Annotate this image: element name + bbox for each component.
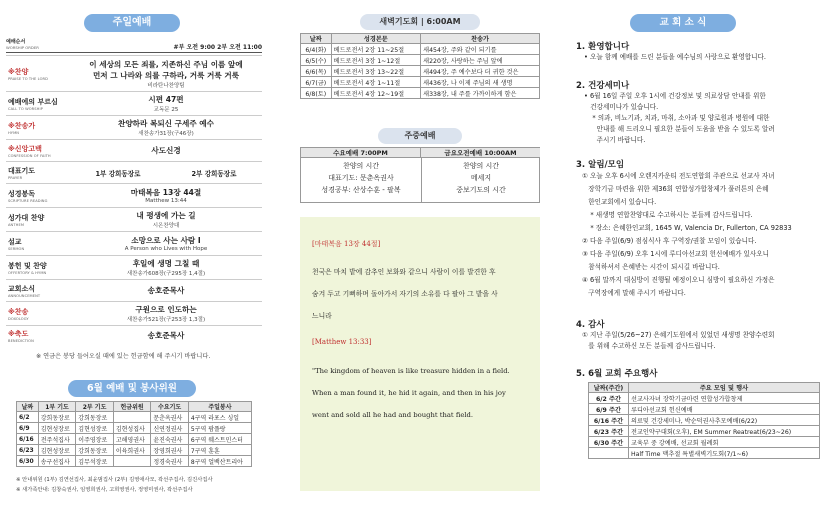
fri-line: 중보기도의 시간 (456, 186, 506, 194)
health-item: 안내를 해 드리오니 필요한 분들이 도움을 받을 수 있도록 알려 (584, 125, 775, 133)
dawn-cell: 베드로전서 3장 1~12절 (331, 55, 421, 66)
order-main: 구원으로 인도하는 (135, 305, 197, 314)
order-label-ko: 예배에의 부르심 (8, 97, 58, 106)
duty-cell: 이주영장로 (76, 434, 114, 445)
duty-cell: 정경숙권사 (151, 456, 189, 467)
order-main: 찬양하라 복되신 구세주 예수 (118, 119, 214, 128)
notice-item: * 새생명 연합찬양대로 수고하시는 분들께 감사드립니다. (582, 211, 753, 219)
duty-header: 날짜 (17, 402, 39, 412)
duty-cell: 6/2 (17, 412, 39, 423)
dawn-cell: 새338장, 내 주를 가까이하게 함은 (421, 88, 540, 99)
order-row (6, 207, 262, 231)
section-events-title: 5. 6월 교회 주요행사 (576, 369, 658, 379)
duty-cell: 6/16 (17, 434, 39, 445)
verse-ref-en: [Matthew 13:33] (312, 338, 372, 346)
order-label-en: CALL TO WORSHIP (8, 106, 43, 111)
order-content (70, 235, 262, 252)
dawn-header: 성경본문 (331, 34, 421, 44)
order-content (70, 304, 262, 323)
notice-item: ② 다음 주일(6/9) 점심식사 후 구역장/권찰 모임이 있습니다. (582, 237, 757, 245)
dawn-cell: 6/8(토) (301, 88, 332, 99)
fri-service-label: 금요오전예배 10:00AM (421, 148, 540, 158)
dawn-cell: 6/4(화) (301, 44, 332, 55)
thanks-item: 를 위해 수고하신 모든 분들께 감사드립니다. (582, 342, 716, 350)
verse-en-line: went and sold all he had and bought that field. (312, 411, 474, 419)
wed-service-content (301, 160, 421, 196)
health-item: 건강세미나가 있습니다. (584, 103, 659, 111)
order-main: 마태복음 13장 44절 (130, 188, 202, 197)
duty-cell: 6/9 (17, 423, 39, 434)
notice-item: ④ 6월 말까지 대심방이 진행될 예정이오니 심방이 필요하신 가정은 (582, 276, 775, 284)
order-row (6, 325, 262, 345)
duty-cell: 8구역 얼백산트리아 (188, 456, 251, 467)
order-sub: A Person who Lives with Hope (124, 246, 208, 252)
order-main: 내 평생에 가는 길 (136, 211, 196, 220)
duty-note-newcomers: ※ 새가족안내: 김창숙권사, 임영희권사, 고희영권사, 정영미권사, 곽선주집사 (16, 487, 193, 493)
event-row (589, 415, 820, 426)
order-content (70, 258, 262, 277)
events-table (588, 382, 820, 459)
dawn-header: 날짜 (301, 34, 332, 44)
duty-cell: 6/30 (17, 456, 39, 467)
order-main: 사도신경 (151, 146, 181, 155)
event-cell: 전교인약구대회(오후), EM Summer Reatreat(6/23~26) (628, 426, 819, 437)
event-cell: 6/30 주간 (589, 437, 629, 448)
midweek-box (300, 147, 540, 203)
verse-box (300, 217, 540, 491)
fri-line: 메세지 (470, 174, 492, 182)
event-header: 주요 모임 및 행사 (628, 383, 819, 393)
order-content (70, 94, 262, 113)
order-label (6, 189, 70, 203)
duty-note-ushers: ※ 안내위원 (1부) 김연선집사, 최윤범집사 (2부) 김영애사모, 곽선주집사, 김진사집사 (16, 477, 213, 483)
order-label (6, 213, 70, 227)
health-item: * 의과, 비뇨기과, 치과, 마취, 소아과 및 양로원과 병원에 대한 (584, 114, 770, 122)
duty-cell: 고해영권사 (113, 434, 151, 445)
event-row (589, 426, 820, 437)
duty-cell: 문춘옥권사 (151, 412, 189, 423)
dawn-row (301, 77, 540, 88)
notice-item: 장학기금 마련을 위한 제36회 연합성가합창제가 풀러튼의 은혜 (582, 185, 769, 193)
order-label-ko: ※축도 (8, 329, 29, 338)
order-sub: 교독문 25 (153, 107, 179, 113)
order-label (6, 97, 70, 111)
order-label-en: OFFERTORY & HYMN (8, 270, 47, 275)
duty-cell: 7구역 훈훈 (188, 445, 251, 456)
order-row (6, 231, 262, 255)
duty-table (16, 401, 252, 467)
order-sub: 새찬송가521장(구253장 1,3절) (126, 317, 206, 323)
order-label-en: SERMON (8, 246, 25, 251)
dawn-cell: 베드로전서 2장 11~25절 (331, 44, 421, 55)
order-main: 송호준목사 (147, 331, 185, 340)
duty-cell: 김현성집사 (113, 423, 151, 434)
duty-cell: 강희동장로 (76, 412, 114, 423)
order-label-ko: ※신앙고백 (8, 144, 42, 153)
order-label-en: SCRIPTURE READING (8, 198, 48, 203)
notice-item: * 장소: 은혜한인교회, 1645 W, Valencia Dr, Fullerton, CA 92833 (582, 224, 792, 232)
order-content (70, 285, 262, 296)
order-label (6, 166, 70, 180)
duty-cell: 김현성장로 (76, 423, 114, 434)
duty-cell: 강희동장로 (38, 412, 76, 423)
order-label-ko: 대표기도 (8, 166, 36, 175)
midweek-title: 주중예배 (378, 128, 462, 144)
order-label-en: ANTHEM (8, 222, 25, 227)
duty-header: 주일봉사 (188, 402, 251, 412)
dawn-cell: 6/6(목) (301, 66, 332, 77)
dawn-cell: 새494장, 주 예수보다 더 귀한 것은 (421, 66, 540, 77)
duty-cell: 김무석장로 (76, 456, 114, 467)
order-main: 송호준목사 (147, 286, 185, 295)
duty-cell: 장영희권사 (151, 445, 189, 456)
order-content (70, 330, 262, 341)
section-health-seminar (576, 79, 832, 146)
order-label-ko: 성가대 찬양 (8, 213, 45, 222)
event-cell: 교육부 중 강예배, 선교회 월례회 (628, 437, 819, 448)
section-welcome-title: 1. 환영합니다 (576, 42, 630, 52)
dawn-header: 찬송가 (421, 34, 540, 44)
duty-header: 1부 기도 (38, 402, 76, 412)
duty-row (17, 445, 252, 456)
order-label-ko: 교회소식 (8, 284, 36, 293)
duty-cell (113, 412, 151, 423)
order-sub: 새찬송가608장(구295장 1,4절) (126, 271, 206, 277)
order-label (6, 329, 70, 343)
order-sub: 시온찬양대 (152, 223, 180, 229)
order-row (6, 301, 262, 325)
event-cell: Half Time 맥추절 특별새벽기도회(7/1~6) (628, 448, 819, 459)
worship-order-list (6, 55, 262, 345)
order-sub: 비라탄나찬양팀 (147, 82, 185, 89)
notice-item: 한인교회에서 있습니다. (582, 198, 657, 206)
section-notices (576, 158, 832, 300)
prayer-1: 1부 강희동장로 (95, 169, 141, 178)
sunday-worship-title: 주일예배 (84, 14, 180, 32)
order-label-ko: 봉헌 및 찬양 (8, 261, 47, 270)
notice-item: ③ 다음 주일(6/9) 오후 1시에 루디아선교회 헌신예배가 있사오니 (582, 250, 770, 258)
order-row (6, 139, 262, 161)
order-content (70, 187, 262, 204)
event-row (589, 404, 820, 415)
order-label-ko: 설교 (8, 237, 22, 246)
program-label: 예배순서 (6, 39, 26, 45)
duty-cell: 전주석집사 (38, 434, 76, 445)
order-label-en: HYMN (8, 130, 20, 135)
prayer-2: 2부 강희동장로 (191, 169, 237, 178)
wed-line: 성경공부: 산상수훈 - 팔복 (321, 186, 401, 194)
duty-cell: 6/23 (17, 445, 39, 456)
dawn-cell: 새436장, 나 이제 주님의 새 생명 (421, 77, 540, 88)
event-cell: 6/9 주간 (589, 404, 629, 415)
verse-ko-line: 느니라 (312, 312, 332, 320)
event-cell: 의료및 건강세미나, 박순덕권사추모예배(6/22) (628, 415, 819, 426)
section-events (576, 367, 832, 459)
order-label-en: PRAISE TO THE LORD (8, 76, 48, 81)
order-label-en: PRAYER (8, 175, 23, 180)
duty-header: 수요기도 (151, 402, 189, 412)
order-label-ko: ※찬양 (8, 67, 29, 76)
dawn-row (301, 88, 540, 99)
verse-ko-line: 천국은 마치 밭에 감추인 보화와 같으니 사람이 이를 발견한 후 (312, 268, 496, 276)
dawn-row (301, 44, 540, 55)
duty-cell: 김현성장로 (38, 423, 76, 434)
order-main-2: 먼저 그 나라와 의를 구하라, 거룩 거룩 거룩 (92, 70, 240, 80)
dawn-cell: 새220장, 사랑하는 주님 앞에 (421, 55, 540, 66)
duty-cell: 이육희권사 (113, 445, 151, 456)
notice-item: ① 오늘 오후 6시에 오렌지카운티 전도연합회 주관으로 선교사 자녀 (582, 172, 775, 180)
event-cell: 선교사자녀 장학기금마련 연합성가합창제 (628, 393, 819, 404)
dawn-cell: 새454장, 주와 같이 되기를 (421, 44, 540, 55)
duty-cell: 4구역 라포스 싱일 (188, 412, 251, 423)
duty-table-wrap (16, 401, 252, 467)
duty-title: 6월 예배 및 봉사위원 (68, 380, 196, 397)
duty-cell (113, 456, 151, 467)
order-label (6, 67, 70, 81)
order-sub: 새찬송가31장(구46장) (138, 131, 194, 137)
section-welcome (576, 40, 832, 63)
duty-cell: 신연정권사 (151, 423, 189, 434)
duty-header: 헌금위원 (113, 402, 151, 412)
health-item: 주시기 바랍니다. (584, 136, 646, 144)
duty-cell: 강희동장로 (76, 445, 114, 456)
order-label (6, 144, 70, 158)
wed-service-label: 수요예배 7:00PM (301, 148, 421, 158)
section-health-title: 2. 건강세미나 (576, 81, 630, 91)
duty-row (17, 423, 252, 434)
order-row (6, 55, 262, 91)
order-label (6, 307, 70, 321)
dawn-cell: 베드로전서 3장 13~22절 (331, 66, 421, 77)
order-main: 후일에 생명 그칠 때 (132, 259, 200, 268)
duty-header: 2부 기도 (76, 402, 114, 412)
duty-cell: 5구역 팜플랑 (188, 423, 251, 434)
order-label (6, 284, 70, 298)
thanks-item: ① 지난 주일(5/26~27) 은혜기도원에서 있었던 새생명 찬양수련회 (582, 331, 775, 339)
fri-line: 찬양의 시간 (462, 162, 500, 170)
order-main: 시편 47편 (148, 95, 184, 104)
section-notices-title: 3. 알림/모임 (576, 160, 625, 170)
order-sub: Matthew 13:44 (145, 198, 187, 204)
order-main: 소망으로 사는 사람 I (131, 236, 201, 245)
notice-item: 참석하셔서 은혜받는 시간이 되시길 바랍니다. (582, 263, 720, 271)
order-content (70, 59, 262, 89)
verse-en-line: "The kingdom of heaven is like treasure hidden in a field. (312, 367, 510, 375)
dawn-cell: 6/5(수) (301, 55, 332, 66)
order-row (6, 115, 262, 139)
verse-text-en (312, 360, 534, 426)
order-row (6, 279, 262, 301)
duty-cell: 윤진숙권사 (151, 434, 189, 445)
section-thanks (576, 318, 832, 352)
wed-line: 찬양의 시간 (342, 162, 380, 170)
dawn-table (300, 33, 540, 99)
section-thanks-title: 4. 감사 (576, 320, 605, 330)
order-content (70, 145, 262, 156)
order-label (6, 121, 70, 135)
order-label-ko: ※찬송가 (8, 121, 36, 130)
order-label-en: DOXOLOGY (8, 316, 29, 321)
verse-text-ko (312, 261, 534, 327)
event-row (589, 437, 820, 448)
notice-item: 구역장에게 말해 주시기 바랍니다. (582, 289, 686, 297)
duty-row (17, 412, 252, 423)
order-label-ko: 성경봉독 (8, 189, 36, 198)
order-label-en: ANNOUNCEMENT (8, 293, 41, 298)
event-cell: 루디아선교회 헌신예배 (628, 404, 819, 415)
order-label-ko: ※찬송 (8, 307, 29, 316)
dawn-row (301, 66, 540, 77)
order-main: 이 세상의 모든 죄를, 지존하신 주님 이름 앞에 (89, 59, 243, 69)
order-row (6, 161, 262, 183)
event-cell (589, 448, 629, 459)
order-row (6, 91, 262, 115)
order-label (6, 261, 70, 275)
order-row (6, 183, 262, 207)
program-label-en: WORSHIP ORDER (6, 45, 39, 50)
wed-line: 대표기도: 문춘옥권사 (328, 174, 394, 182)
event-row (589, 448, 820, 459)
order-label-en: CONFESSION OF FAITH (8, 153, 51, 158)
order-label-en: BENEDICTION (8, 338, 34, 343)
service-times: #부 오전 9:00 2부 오전 11:00 (173, 44, 262, 51)
welcome-item: • 오늘 함께 예배를 드린 분들을 예수님의 사랑으로 환영합니다. (584, 53, 766, 61)
dawn-row (301, 55, 540, 66)
event-cell: 6/2 주간 (589, 393, 629, 404)
offering-footnote: ※ 연금은 봉당 들어오실 때에 있는 헌금함에 해 주시기 바랍니다. (36, 353, 211, 360)
event-header: 날짜(주간) (589, 383, 629, 393)
verse-en-line: When a man found it, he hid it again, and then in his joy (312, 389, 506, 397)
fri-service-content (421, 160, 541, 196)
order-content (70, 210, 262, 229)
order-content (70, 168, 262, 178)
duty-cell: 김현성장로 (38, 445, 76, 456)
order-content (70, 118, 262, 137)
event-cell: 6/23 주간 (589, 426, 629, 437)
health-item: • 6월 16일 주일 오후 1시에 건강정보 및 의료상담 안내를 위한 (584, 92, 766, 100)
dawn-cell: 베드로전서 4장 12~19절 (331, 88, 421, 99)
dawn-prayer-title: 새벽기도회 | 6:00AM (360, 14, 480, 30)
order-label (6, 237, 70, 251)
dawn-table-wrap (300, 33, 540, 99)
duty-cell: 송구선집사 (38, 456, 76, 467)
duty-row (17, 434, 252, 445)
event-cell: 6/16 주간 (589, 415, 629, 426)
dawn-cell: 베드로전서 4장 1~11절 (331, 77, 421, 88)
verse-ko-line: 숨겨 두고 기뻐하며 돌아가서 자기의 소유를 다 팔아 그 밭을 사 (312, 290, 498, 298)
duty-cell: 6구역 웨스트민스터 (188, 434, 251, 445)
verse-ref-ko: [마태복음 13장 44절] (312, 240, 381, 248)
dawn-cell: 6/7(금) (301, 77, 332, 88)
event-row (589, 393, 820, 404)
church-news-title: 교 회 소 식 (630, 14, 736, 32)
order-row (6, 255, 262, 279)
duty-row (17, 456, 252, 467)
